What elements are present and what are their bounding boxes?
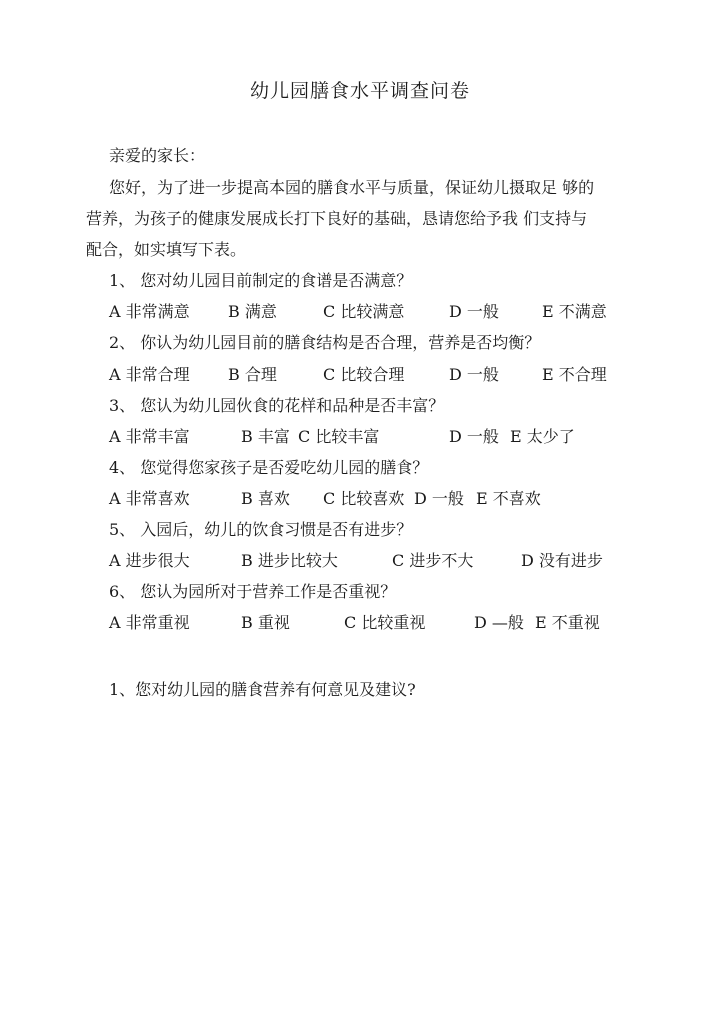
q1-option-c[interactable]: C 比较满意 [323,302,405,321]
q4-option-e[interactable]: E 不喜欢 [476,489,541,508]
q4-option-a[interactable]: A 非常喜欢 [109,489,190,508]
page-title: 幼儿园膳食水平调查问卷 [249,80,470,102]
greeting: 亲爱的家长： [109,146,206,165]
q4-option-b[interactable]: B 喜欢 [241,489,290,508]
q1-option-e[interactable]: E 不满意 [542,302,607,321]
open-question: 1、您对幼儿园的膳食营养有何意见及建议? [109,680,416,699]
q6-option-d[interactable]: D —般 [474,613,524,632]
q3-option-a[interactable]: A 非常丰富 [109,427,190,446]
q1-option-d[interactable]: D 一般 [449,302,499,321]
q5-option-b[interactable]: B 进步比较大 [241,551,338,570]
question-1: 1、 您对幼儿园目前制定的食谱是否满意？ [109,271,413,290]
question-2: 2、 你认为幼儿园目前的膳食结构是否合理，营养是否均衡？ [109,333,541,352]
q5-option-c[interactable]: C 进步不大 [392,551,474,570]
intro-line-3: 配合，如实填写下表。 [86,240,247,259]
q2-option-b[interactable]: B 合理 [228,365,277,384]
q6-option-b[interactable]: B 重视 [241,613,290,632]
q6-option-c[interactable]: C 比较重视 [344,613,426,632]
q4-option-d[interactable]: D 一般 [414,489,464,508]
q2-option-d[interactable]: D 一般 [449,365,499,384]
question-6: 6、 您认为园所对于营养工作是否重视？ [109,582,397,601]
q2-option-a[interactable]: A 非常合理 [109,365,190,384]
q5-option-a[interactable]: A 进步很大 [109,551,190,570]
q2-option-e[interactable]: E 不合理 [542,365,607,384]
q2-option-c[interactable]: C 比较合理 [323,365,405,384]
question-3: 3、 您认为幼儿园伙食的花样和品种是否丰富？ [109,396,445,415]
q3-option-c[interactable]: C 比较丰富 [298,427,380,446]
q3-option-d[interactable]: D 一般 [449,427,499,446]
q1-option-b[interactable]: B 满意 [228,302,277,321]
q4-option-c[interactable]: C 比较喜欢 [323,489,405,508]
q5-option-d[interactable]: D 没有进步 [521,551,603,570]
q1-option-a[interactable]: A 非常满意 [109,302,190,321]
q3-option-b[interactable]: B 丰富 [241,427,290,446]
question-5: 5、 入园后，幼儿的饮食习惯是否有进步？ [109,520,413,539]
q6-option-e[interactable]: E 不重视 [535,613,600,632]
q6-option-a[interactable]: A 非常重视 [109,613,190,632]
q3-option-e[interactable]: E 太少了 [510,427,575,446]
question-4: 4、 您觉得您家孩子是否爱吃幼儿园的膳食？ [109,458,429,477]
intro-line-1: 您好，为了进一步提高本园的膳食水平与质量，保证幼儿摄取足 够的 [109,178,595,197]
intro-line-2: 营养，为孩子的健康发展成长打下良好的基础，恳请您给予我 们支持与 [86,209,588,228]
